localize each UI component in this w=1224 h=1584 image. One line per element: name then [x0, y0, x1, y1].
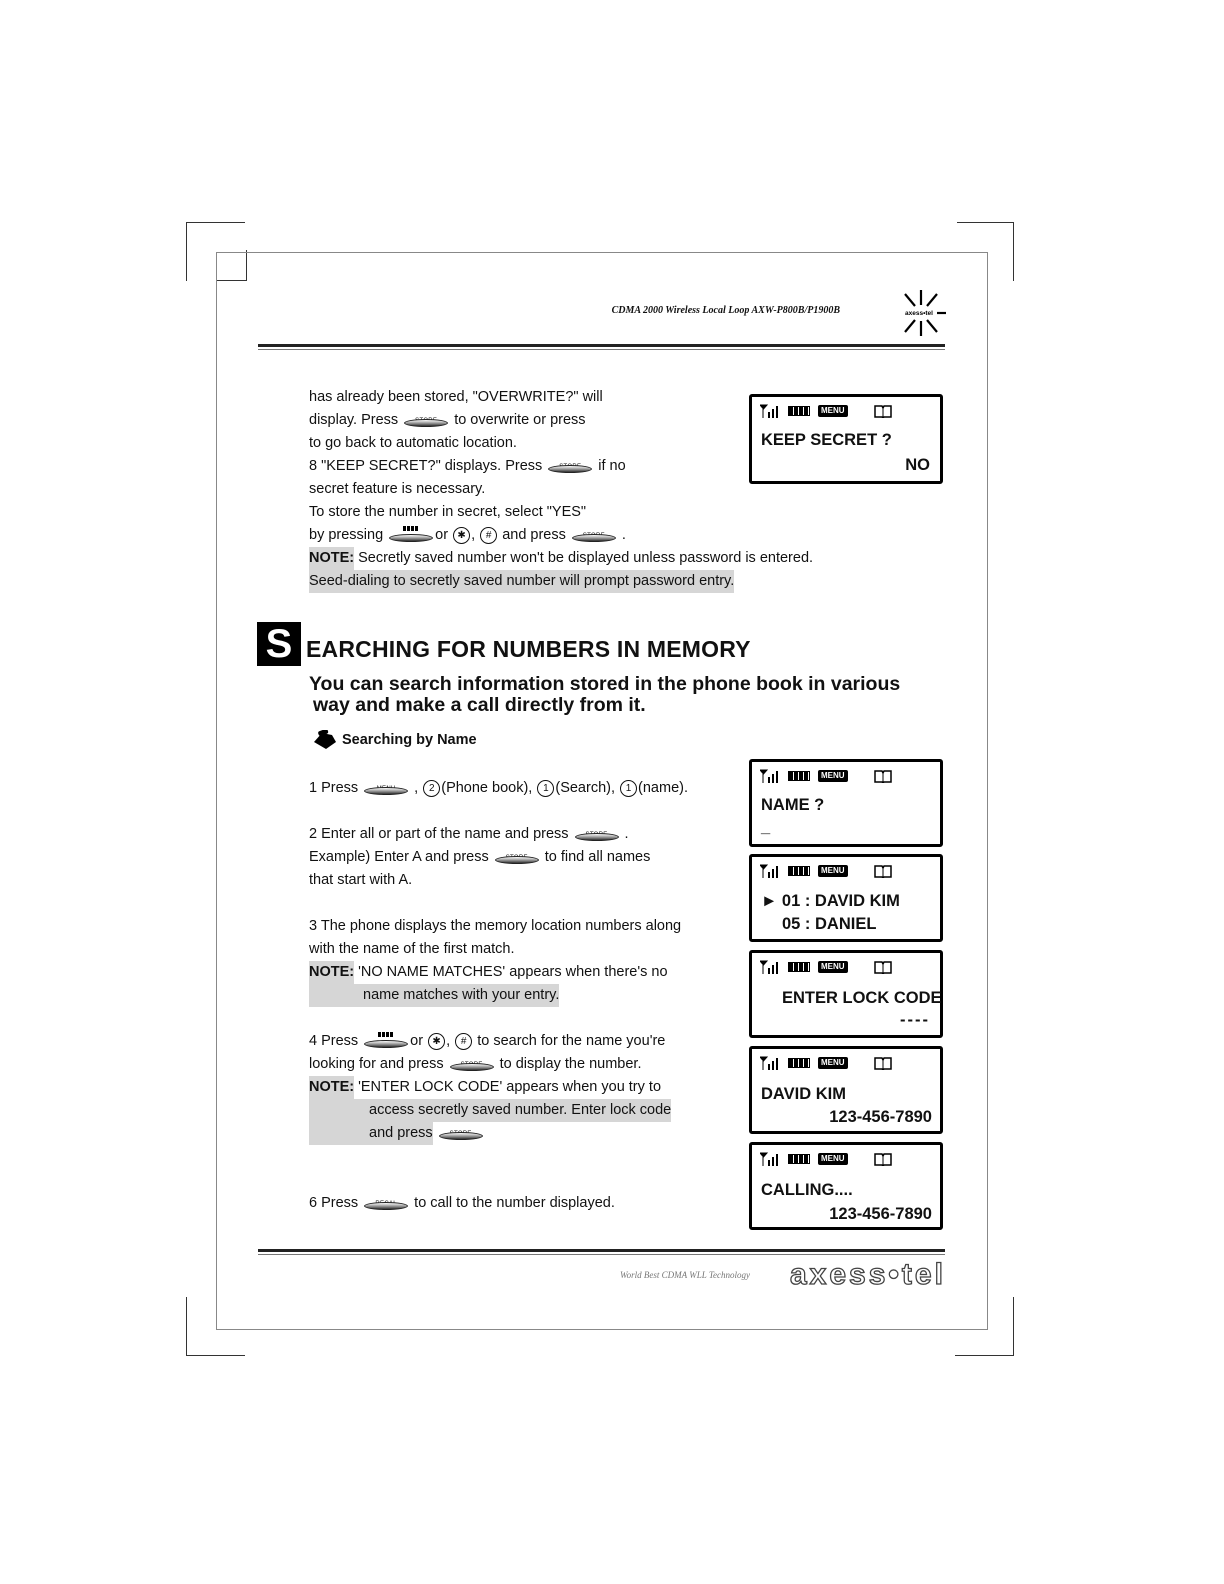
step-text: ,	[446, 1033, 451, 1049]
step-line	[309, 1030, 671, 1053]
intro-line: To store the number in secret, select "YES"	[309, 504, 587, 520]
note-line	[309, 984, 681, 1007]
intro-text: and press	[502, 527, 566, 543]
key-1-icon: 1	[537, 780, 554, 797]
store-button-icon	[572, 528, 616, 544]
step-line	[309, 1053, 671, 1076]
subheading	[312, 730, 477, 750]
step-text: (Phone book),	[441, 780, 533, 796]
intro-line	[309, 524, 813, 547]
note-highlight	[309, 961, 354, 984]
phone-icon	[312, 730, 338, 750]
signal-icon	[760, 1056, 780, 1070]
intro-text: 8 "KEEP SECRET?" displays. Press	[309, 458, 543, 474]
step-2	[309, 823, 650, 892]
note-line	[309, 1076, 671, 1099]
step-text: to call to the number displayed.	[414, 1195, 615, 1211]
hash-key-icon: #	[480, 527, 497, 544]
footer-rule-thin	[258, 1254, 945, 1255]
signal-icon	[760, 404, 780, 418]
lcd-line-2: 123-456-7890	[829, 1108, 932, 1126]
step-text: ,	[414, 780, 419, 796]
lcd-line-1: ENTER LOCK CODE	[782, 989, 942, 1007]
step-line: that start with A.	[309, 872, 413, 888]
step-1	[309, 777, 688, 800]
step-line	[309, 1192, 615, 1215]
step-line	[309, 823, 650, 846]
battery-icon	[788, 866, 810, 876]
lcd-line-2: ----	[900, 1011, 930, 1029]
footer-tagline: World Best CDMA WLL Technology	[620, 1270, 751, 1280]
lcd-status-bar	[760, 1152, 892, 1166]
lcd-status-bar	[760, 960, 892, 974]
step-text: 6 Press	[309, 1195, 359, 1211]
header-title: CDMA 2000 Wireless Local Loop AXW-P800B/P1900B	[611, 305, 840, 316]
lcd-screen-keep-secret	[749, 394, 943, 484]
intro-text: or	[435, 527, 449, 543]
store-button-icon	[404, 413, 448, 429]
phonebook-icon	[874, 865, 892, 878]
key-1-icon: 1	[620, 780, 637, 797]
note-line	[309, 961, 681, 984]
step-line	[309, 777, 688, 800]
nav-button-icon	[389, 528, 433, 544]
note-label: NOTE:	[309, 1079, 355, 1095]
step-4	[309, 1030, 671, 1145]
step-text: to find all names	[544, 849, 651, 865]
step-text: (Search),	[555, 780, 615, 796]
section-subtitle-line: way and make a call directly from it.	[313, 694, 646, 716]
lcd-line-2: 123-456-7890	[829, 1205, 932, 1223]
step-text: 4 Press	[309, 1033, 359, 1049]
step-line: with the name of the first match.	[309, 941, 515, 957]
step-3	[309, 915, 681, 1007]
lcd-line-1: NAME ?	[761, 796, 825, 814]
note-text: Secretly saved number won't be displayed unless password is entered.	[358, 550, 814, 566]
intro-note-line	[309, 570, 813, 593]
intro-text: by pressing	[309, 527, 384, 543]
note-highlight	[309, 1122, 433, 1145]
footer-rule	[258, 1249, 945, 1252]
lcd-line-1: ► 01 : DAVID KIM	[761, 892, 900, 910]
lcd-line-1: CALLING....	[761, 1181, 853, 1199]
nav-button-icon	[364, 1034, 408, 1050]
signal-icon	[760, 1152, 780, 1166]
lcd-screen-lock-code	[749, 950, 943, 1038]
phonebook-icon	[874, 770, 892, 783]
lcd-screen-detail	[749, 1046, 943, 1134]
intro-text: to overwrite or press	[454, 412, 586, 428]
store-button-icon	[548, 459, 592, 475]
star-key-icon: ✱	[453, 527, 470, 544]
step-text: to search for the name you're	[477, 1033, 666, 1049]
lcd-line-2: 05 : DANIEL	[782, 915, 877, 933]
note-text: name matches with your entry.	[309, 984, 559, 1007]
note-line	[309, 1122, 671, 1145]
footer-brand-logo: axess•tel	[790, 1258, 946, 1291]
store-button-icon	[495, 850, 539, 866]
lcd-screen-calling	[749, 1142, 943, 1230]
store-button-icon	[450, 1057, 494, 1073]
store-button-icon	[575, 827, 619, 843]
menu-indicator-icon: MENU	[818, 1057, 848, 1069]
hash-key-icon: #	[455, 1033, 472, 1050]
note-highlight	[309, 1076, 354, 1099]
phonebook-icon	[874, 1153, 892, 1166]
intro-text: display. Press	[309, 412, 399, 428]
phonebook-icon	[874, 405, 892, 418]
note-text: Seed-dialing to secretly saved number will prompt password entry.	[309, 570, 734, 593]
subheading-text: Searching by Name	[342, 732, 477, 748]
lcd-screen-name	[749, 759, 943, 847]
lcd-status-bar	[760, 404, 892, 418]
step-line	[309, 846, 650, 869]
lcd-screen-results	[749, 854, 943, 942]
battery-icon	[788, 406, 810, 416]
signal-icon	[760, 864, 780, 878]
key-2-icon: 2	[423, 780, 440, 797]
axesstel-logo-icon	[895, 288, 947, 338]
phonebook-icon	[874, 961, 892, 974]
intro-line: to go back to automatic location.	[309, 435, 517, 451]
header-rule	[258, 344, 945, 347]
step-6	[309, 1192, 615, 1215]
battery-icon	[788, 962, 810, 972]
menu-indicator-icon: MENU	[818, 405, 848, 417]
battery-icon	[788, 771, 810, 781]
lcd-status-bar	[760, 1056, 892, 1070]
intro-line: secret feature is necessary.	[309, 481, 486, 497]
section-subtitle	[309, 674, 900, 716]
lcd-line-2: NO	[905, 456, 930, 474]
lcd-status-bar	[760, 864, 892, 878]
lcd-line-1: DAVID KIM	[761, 1085, 846, 1103]
intro-line: has already been stored, "OVERWRITE?" will	[309, 389, 603, 405]
note-text: access secretly saved number. Enter lock code	[309, 1099, 671, 1122]
note-text: 'NO NAME MATCHES' appears when there's no	[358, 964, 668, 980]
signal-icon	[760, 769, 780, 783]
star-key-icon: ✱	[428, 1033, 445, 1050]
phonebook-icon	[874, 1057, 892, 1070]
step-text: Example) Enter A and press	[309, 849, 489, 865]
note-text: and press	[369, 1125, 433, 1141]
store-button-icon	[439, 1126, 483, 1142]
intro-text: ,	[471, 527, 476, 543]
section-subtitle-line: You can search information stored in the phone book in various	[309, 673, 901, 695]
step-text: .	[624, 826, 629, 842]
menu-indicator-icon: MENU	[818, 770, 848, 782]
lcd-line-1: KEEP SECRET ?	[761, 431, 892, 449]
header-rule-thin	[258, 349, 945, 350]
battery-icon	[788, 1058, 810, 1068]
section-title: EARCHING FOR NUMBERS IN MEMORY	[306, 636, 751, 662]
lcd-status-bar	[760, 769, 892, 783]
note-label: NOTE:	[309, 964, 355, 980]
note-text: 'ENTER LOCK CODE' appears when you try to	[358, 1079, 662, 1095]
menu-indicator-icon: MENU	[818, 961, 848, 973]
step-text: looking for and press	[309, 1056, 444, 1072]
signal-icon	[760, 960, 780, 974]
battery-icon	[788, 1154, 810, 1164]
step-text: (name).	[638, 780, 688, 796]
logo-text: axess•tel	[905, 310, 933, 317]
step-line: 3 The phone displays the memory location numbers along	[309, 918, 682, 934]
step-text: or	[410, 1033, 424, 1049]
menu-indicator-icon: MENU	[818, 1153, 848, 1165]
menu-button-icon	[364, 781, 408, 797]
intro-text: if no	[598, 458, 626, 474]
note-label: NOTE:	[309, 550, 355, 566]
intro-text: .	[621, 527, 626, 543]
lcd-cursor: _	[761, 818, 771, 836]
step-text: 2 Enter all or part of the name and press	[309, 826, 569, 842]
menu-indicator-icon: MENU	[818, 865, 848, 877]
intro-line	[309, 455, 813, 478]
step-text: 1 Press	[309, 780, 359, 796]
step-text: to display the number.	[499, 1056, 642, 1072]
recal-button-icon	[364, 1196, 408, 1212]
section-initial: S	[257, 622, 301, 666]
intro-text-block	[309, 386, 813, 593]
note-line	[309, 1099, 671, 1122]
intro-line	[309, 409, 813, 432]
intro-note-line	[309, 547, 813, 570]
note-highlight	[309, 547, 354, 570]
